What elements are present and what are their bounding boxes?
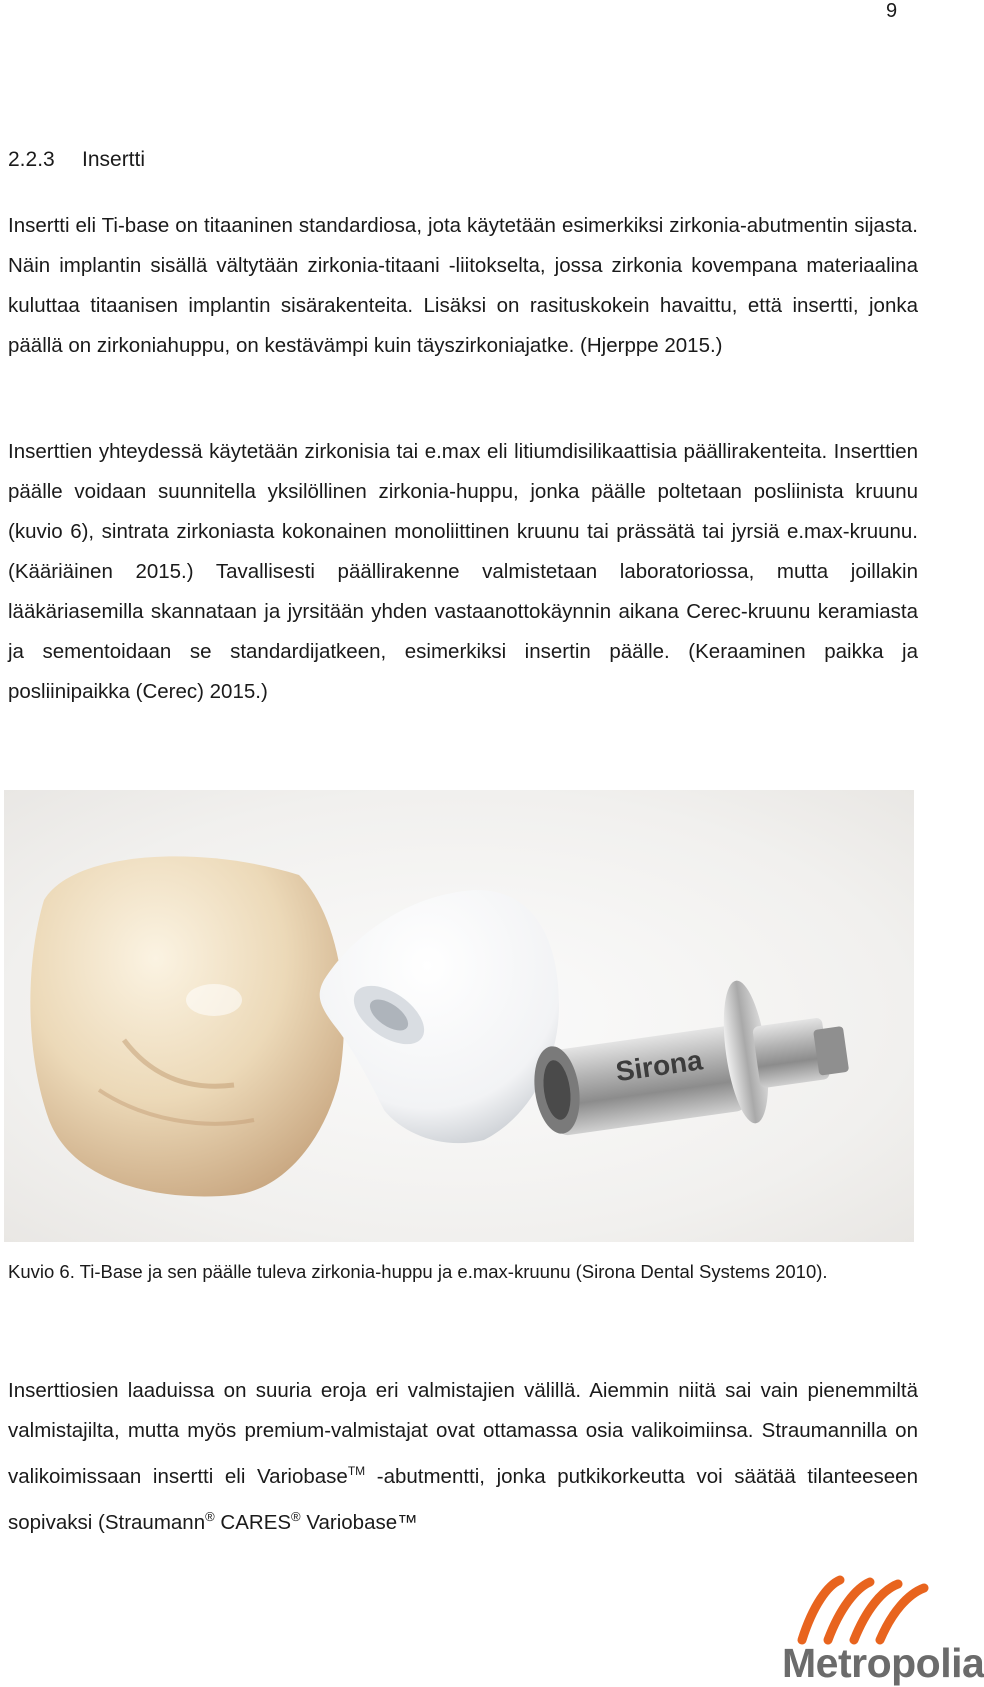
trademark-sup: TM: [347, 1464, 366, 1478]
registered-sup-2: ®: [291, 1508, 301, 1524]
figure-caption: Kuvio 6. Ti-Base ja sen päälle tuleva zirkonia-huppu ja e.max-kruunu (Sirona Dental Systems 2010).: [8, 1261, 828, 1282]
page-number: 9: [886, 0, 898, 22]
sirona-engraving: Sirona: [613, 1044, 705, 1088]
paragraph-3-mid: -abutmentti, jonka putkikorkeutta voi säätää tilanteeseen sopivaksi (Straumann: [8, 1464, 918, 1534]
section-number: 2.2.3: [8, 148, 55, 171]
registered-sup-1: ®: [205, 1508, 215, 1524]
paragraph-1: Insertti eli Ti-base on titaaninen standardiosa, jota käytetään esimerkiksi zirkonia-abutmentin sijasta. Näin implantin sisällä vältytään zirkonia-titaani -liitokselta, jossa zirkonia kovempana materiaalina kuluttaa titaanisen implantin sisärakenteita. Lisäksi on rasituskokein havaittu, että insertti, jonka päällä on zirkoniahuppu, on kestävämpi kuin täyszirkoniajatke. (Hjerppe 2015.): [8, 214, 918, 357]
paragraph-3-end: Variobase™: [300, 1510, 418, 1534]
figure-image: [4, 790, 914, 1242]
zirconia-cap: [320, 890, 559, 1143]
section-title: Insertti: [82, 148, 146, 171]
emax-crown: [30, 856, 344, 1196]
paragraph-2: Inserttien yhteydessä käytetään zirkonisia tai e.max eli litiumdisilikaattisia päällirakenteita. Inserttien päälle voidaan suunnitella yksilöllinen zirkonia-huppu, jonka päälle poltetaan posliinista kruunu (kuvio 6), sintrata zirkoniasta kokonainen monoliittinen kruunu tai prässätä tai jyrsiä e.max-kruunu. (Kääriäinen 2015.) Tavallisesti päällirakenne valmistetaan laboratoriossa, mutta joillakin lääkäriasemilla skannataan ja jyrsitään yhden vastaanottokäynnin aikana Cerec-kruunu keramiasta ja sementoidaan se standardijatkeen, esimerkiksi insertin päälle. (Keraaminen paikka ja posliinipaikka (Cerec) 2015.): [8, 440, 918, 703]
metropolia-logo-text: Metropolia: [782, 1640, 984, 1686]
paragraph-3: [8, 1371, 918, 1543]
paragraph-3-cares: CARES: [214, 1510, 292, 1534]
paragraph-3-start: Inserttiosien laaduissa on suuria eroja eri valmistajien välillä. Aiemmin niitä sai vain pienemmiltä valmistajilta, mutta myös premium-valmistajat ovat ottamassa osia valikoimiinsa. Straumannilla on valikoimissaan insertti eli Variobase: [8, 1379, 918, 1488]
section-heading: [8, 148, 145, 172]
ti-base-insert: [529, 978, 849, 1137]
